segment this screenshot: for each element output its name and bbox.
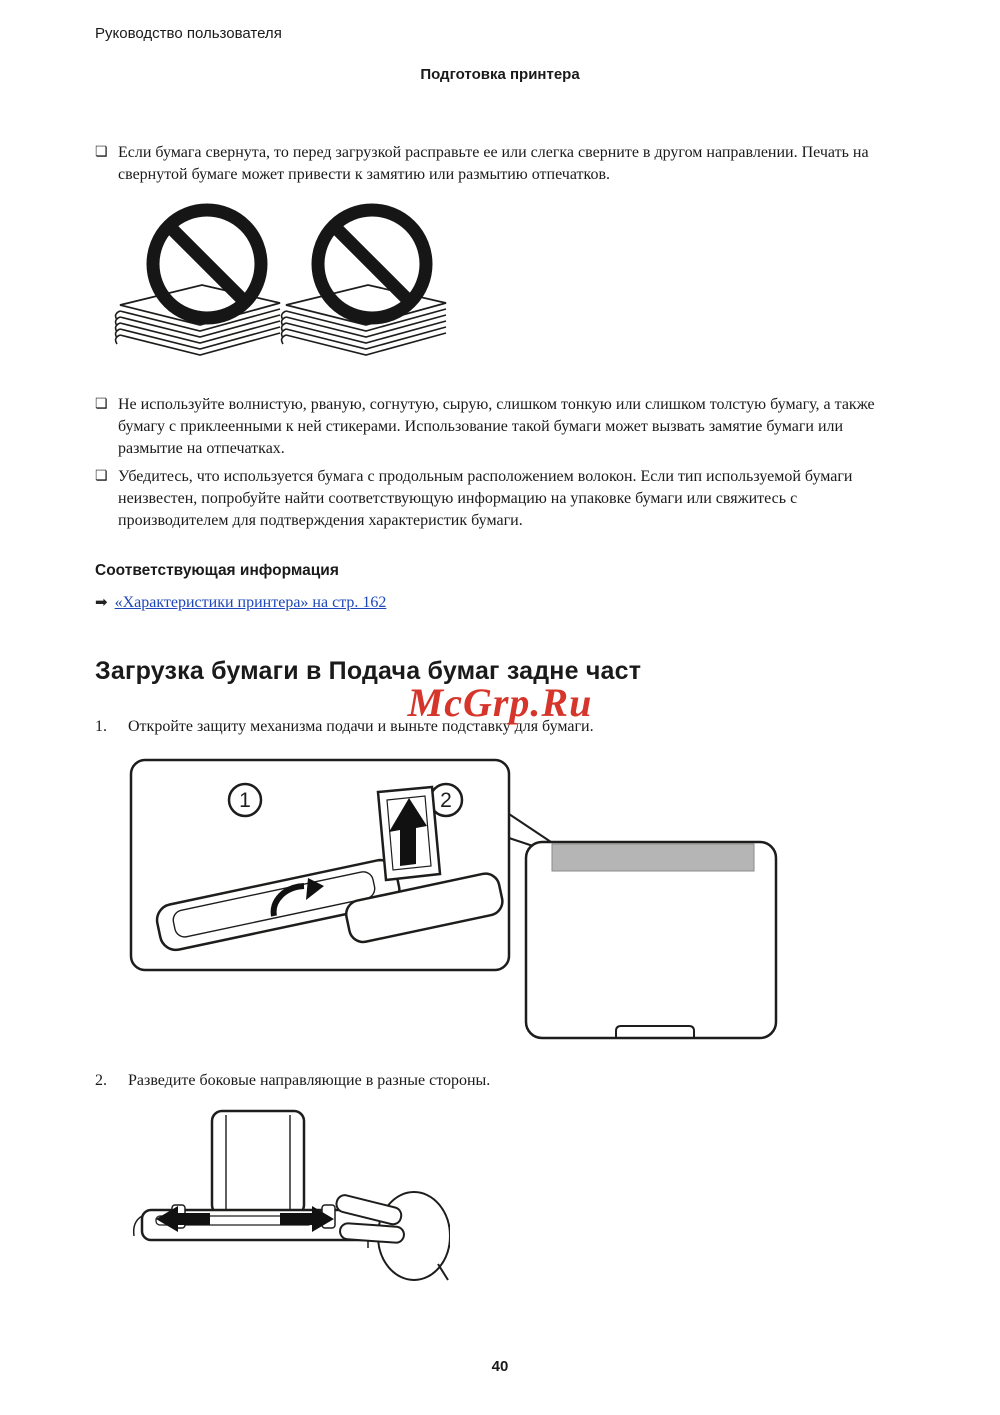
site-watermark: McGrp.Ru (407, 680, 593, 725)
bullet-square-icon: ❏ (95, 145, 108, 160)
highlighted-area (552, 844, 754, 871)
step-1 (95, 716, 885, 738)
step-text: Разведите боковые направляющие в разные стороны. (128, 1072, 491, 1089)
bullet-item (95, 142, 880, 186)
edge-guides-illustration (116, 1106, 450, 1286)
running-section-title: Подготовка принтера (420, 66, 580, 83)
callout-number: 2 (440, 789, 452, 812)
document-title: Руководство пользователя (95, 25, 282, 42)
bullet-text: Не используйте волнистую, рваную, согнутую, сырую, слишком тонкую или слишком толстую бумагу, а также бумагу с приклеенными к ней стикерами. Использование такой бумаги может вызвать замятие бумаги или размытие на отпечатках. (118, 396, 875, 457)
printer-outline (526, 842, 776, 1038)
figure-edge-guides (116, 1106, 450, 1286)
figure-feed-guard-paper-support (128, 754, 780, 1044)
related-info-heading: Соответствующая информация (95, 562, 339, 579)
link-arrow-icon: ➡ (95, 595, 108, 611)
hand-illustration (335, 1192, 450, 1280)
step-text: Откройте защиту механизма подачи и выньте подставку для бумаги. (128, 718, 594, 735)
bullet-item (95, 394, 880, 460)
page-number: 40 (491, 1358, 509, 1375)
figure-curled-paper-prohibited (108, 202, 456, 377)
callout-number: 1 (239, 789, 251, 812)
bullet-square-icon: ❏ (95, 397, 108, 412)
step-number: 2. (95, 1072, 107, 1089)
printer-callout-illustration (128, 754, 780, 1044)
paper-support (212, 1111, 304, 1215)
step-number: 1. (95, 718, 107, 735)
bullet-item (95, 466, 880, 532)
bullet-text: Если бумага свернута, то перед загрузкой расправьте ее или слегка сверните в другом направлении. Печать на свернутой бумаге может привести к замятию или размытию отпечатков. (118, 144, 869, 183)
bullet-text: Убедитесь, что используется бумага с продольным расположением волокон. Если тип используемой бумаги неизвестен, попробуйте найти соответствующую информацию на упаковке бумаги или свяжитесь с производителем для подтверждения характеристик бумаги. (118, 468, 853, 529)
bullet-square-icon: ❏ (95, 469, 108, 484)
paper-stacks-illustration (108, 202, 456, 377)
related-info-link-row (95, 593, 386, 612)
section-heading: Загрузка бумаги в Подача бумаг задне част (95, 657, 642, 685)
related-info-link[interactable]: «Характеристики принтера» на стр. 162 (114, 594, 387, 611)
step-2 (95, 1070, 885, 1092)
